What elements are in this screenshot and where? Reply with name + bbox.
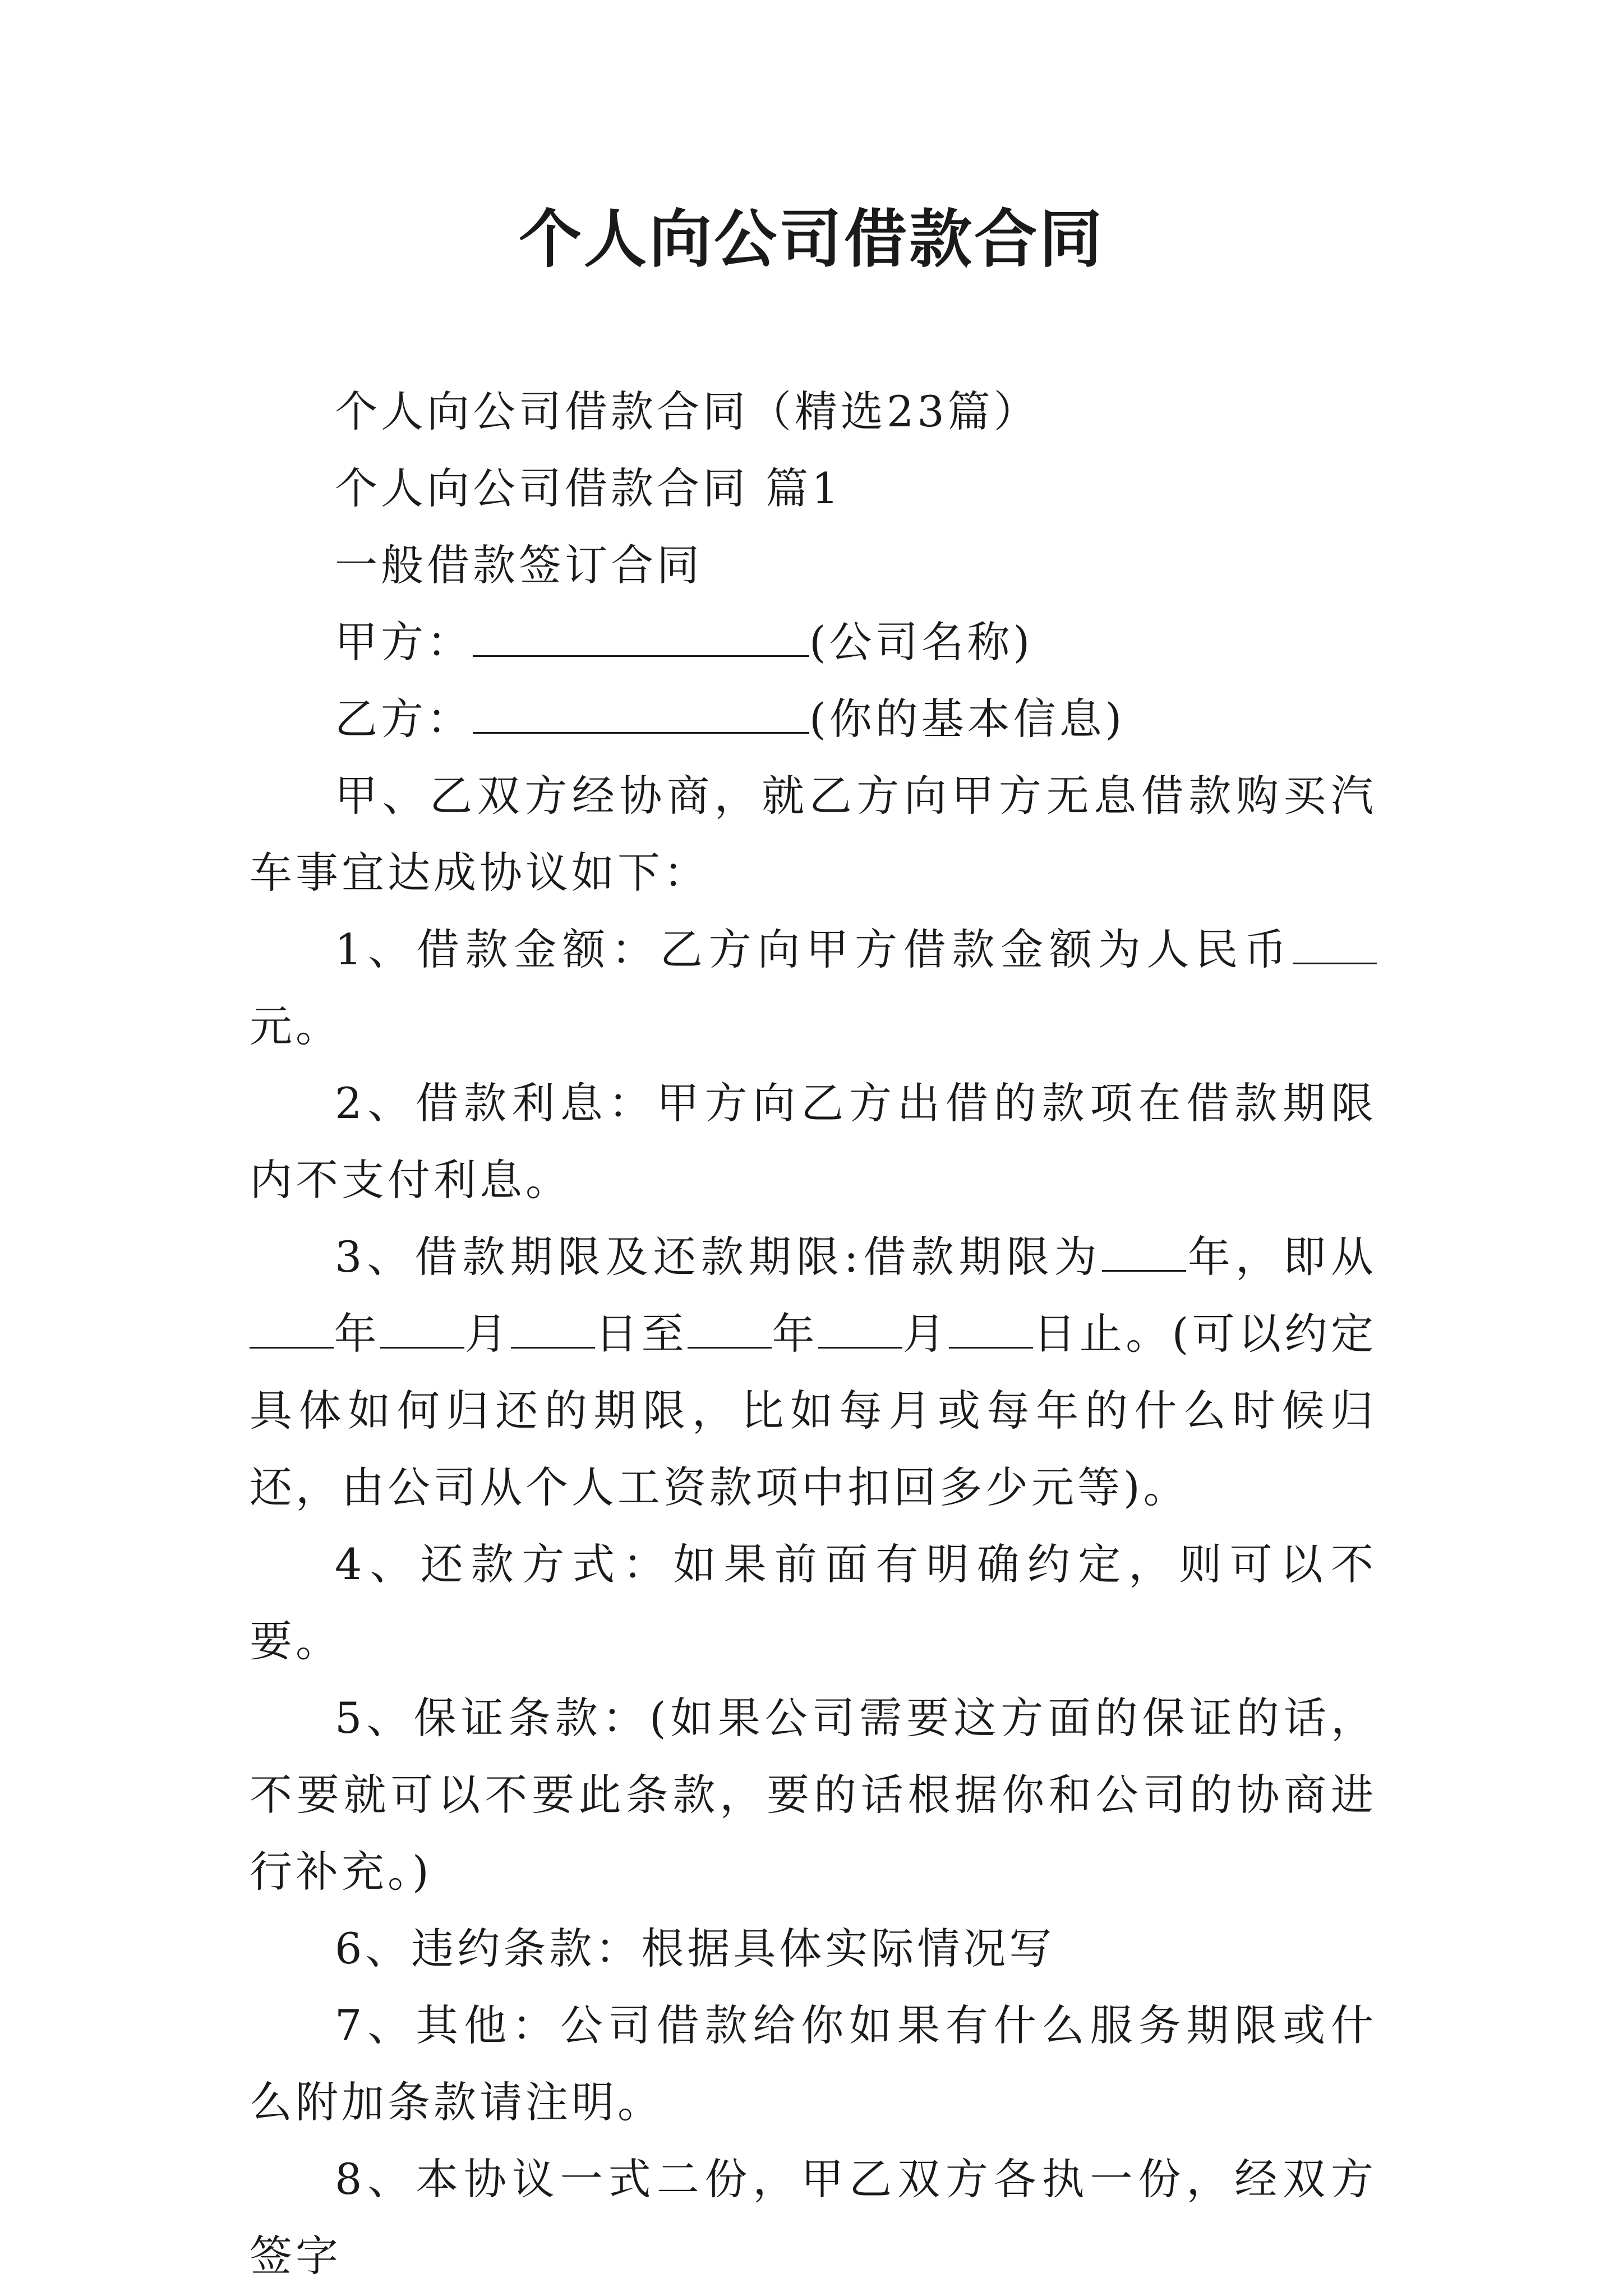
party-a-line xyxy=(250,604,1377,680)
clause-3-text: 3、借款期限及还款期限:借款期限为 xyxy=(335,1232,1102,1282)
clause-3-paragraph xyxy=(250,1218,1377,1526)
term-years-blank xyxy=(1102,1231,1186,1272)
clause-3-year-2: 年 xyxy=(772,1309,818,1359)
clause-3-to: 日至 xyxy=(594,1309,688,1359)
party-b-label: 乙方： xyxy=(335,694,473,744)
intro-paragraph: 甲、乙双方经协商，就乙方向甲方无息借款购买汽车事宜达成协议如下： xyxy=(250,771,1377,898)
clause-1-paragraph xyxy=(250,911,1377,1065)
clause-2-paragraph: 2、借款利息：甲方向乙方出借的款项在借款期限内不支付利息。 xyxy=(250,1078,1377,1205)
clause-3-month-2: 月 xyxy=(902,1309,949,1359)
subtitle-paragraph: 个人向公司借款合同（精选23篇） xyxy=(335,386,1040,436)
clause-6-paragraph: 6、违约条款：根据具体实际情况写 xyxy=(335,1924,1055,1973)
clause-3-year-1: 年 xyxy=(334,1309,380,1359)
party-a-label: 甲方： xyxy=(335,617,473,667)
party-b-blank xyxy=(473,693,809,734)
amount-blank xyxy=(1293,923,1377,964)
start-month-blank xyxy=(380,1308,464,1349)
chapter-paragraph: 个人向公司借款合同 篇1 xyxy=(335,463,842,513)
clause-3-end: 日止。(可以约定具体如何归还的期限，比如每月或每年的什么时候归还，由公司从个人工资款项中扣回多少元等)。 xyxy=(250,1309,1377,1512)
clause-7-paragraph: 7、其他：公司借款给你如果有什么服务期限或什么附加条款请注明。 xyxy=(250,2000,1377,2127)
end-day-blank xyxy=(949,1308,1033,1349)
clause-3-month-1: 月 xyxy=(464,1309,511,1359)
document-body xyxy=(250,373,1377,2294)
end-month-blank xyxy=(818,1308,902,1349)
party-a-blank xyxy=(473,616,809,657)
party-a-hint: (公司名称) xyxy=(809,617,1034,667)
clause-1-text: 1、借款金额：乙方向甲方借款金额为人民币 xyxy=(335,924,1293,974)
document-title: 个人向公司借款合同 xyxy=(519,203,1104,276)
clause-1-end: 元。 xyxy=(250,1001,342,1051)
start-day-blank xyxy=(511,1308,595,1349)
clause-3-from: 年，即从 xyxy=(1186,1232,1377,1282)
start-year-blank xyxy=(250,1308,334,1349)
clause-5-paragraph: 5、保证条款：(如果公司需要这方面的保证的话，不要就可以不要此条款，要的话根据你和公司的协商进行补充。) xyxy=(250,1693,1377,1897)
clause-8-paragraph: 8、本协议一式二份，甲乙双方各执一份，经双方签字 xyxy=(250,2154,1377,2281)
heading-paragraph: 一般借款签订合同 xyxy=(335,540,703,590)
clause-4-paragraph: 4、还款方式：如果前面有明确约定，则可以不要。 xyxy=(250,1539,1377,1666)
party-b-line xyxy=(250,680,1377,757)
end-year-blank xyxy=(688,1308,772,1349)
party-b-hint: (你的基本信息) xyxy=(809,694,1126,744)
